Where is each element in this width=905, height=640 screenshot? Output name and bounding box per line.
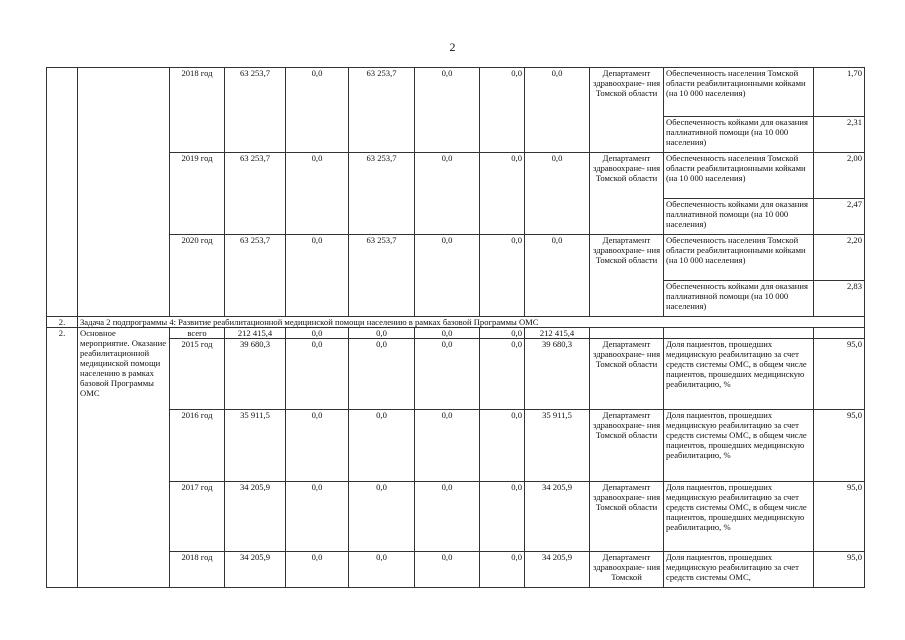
value-cell: 0,0: [286, 482, 349, 552]
department-cell: Департамент здравоохране- ния Томской области: [590, 339, 664, 410]
value-cell: 34 205,9: [525, 482, 590, 552]
page-number: 2: [449, 40, 456, 54]
indicator-value-cell: 95,0: [814, 482, 865, 552]
value-cell: 0,0: [349, 482, 415, 552]
task-row: [47, 317, 865, 328]
department-cell: Департамент здравоохране- ния Томской: [590, 552, 664, 588]
empty-cell: [664, 328, 814, 339]
value-cell: 0,0: [349, 410, 415, 482]
indicator-value-cell: 2,83: [814, 281, 865, 317]
indicator-cell: Обеспеченность койками для оказания паллиативной помощи (на 10 000 населения): [664, 281, 814, 317]
task-number: 2.: [47, 317, 78, 328]
table-row: [47, 482, 865, 552]
department-cell: Департамент здравоохране- ния Томской области: [590, 410, 664, 482]
measure-number: 2.: [47, 328, 78, 588]
value-cell: 63 253,7: [349, 68, 415, 153]
year-cell: 2017 год: [170, 482, 225, 552]
value-cell: 0,0: [480, 68, 525, 153]
empty-cell: [814, 328, 865, 339]
indicator-cell: Обеспеченность населения Томской области реабилитационными койками (на 10 000 населения): [664, 153, 814, 199]
department-cell: Департамент здравоохране- ния Томской области: [590, 68, 664, 153]
indicator-value-cell: 95,0: [814, 552, 865, 588]
value-cell: 0,0: [286, 339, 349, 410]
value-cell: 0,0: [349, 328, 415, 339]
value-cell: 0,0: [480, 235, 525, 317]
table-row: [47, 339, 865, 410]
total-cell: 63 253,7: [225, 235, 286, 317]
empty-measure-cell: [78, 68, 170, 317]
program-table: [46, 67, 865, 588]
total-cell: 63 253,7: [225, 153, 286, 235]
indicator-value-cell: 2,31: [814, 117, 865, 153]
value-cell: 0,0: [415, 552, 480, 588]
total-cell: 34 205,9: [225, 482, 286, 552]
value-cell: 63 253,7: [349, 235, 415, 317]
table-row: [47, 410, 865, 482]
year-cell: 2019 год: [170, 153, 225, 235]
measure-name: Основное мероприятие. Оказание реабилитационной медицинской помощи населению в рамках базовой Программы ОМС: [78, 328, 170, 588]
indicator-cell: Доля пациентов, прошедших медицинскую реабилитацию за счет средств системы ОМС,: [664, 552, 814, 588]
department-cell: Департамент здравоохране- ния Томской области: [590, 482, 664, 552]
value-cell: 212 415,4: [525, 328, 590, 339]
value-cell: 0,0: [286, 410, 349, 482]
year-cell: 2015 год: [170, 339, 225, 410]
total-cell: 34 205,9: [225, 552, 286, 588]
year-cell: 2018 год: [170, 552, 225, 588]
value-cell: 0,0: [415, 482, 480, 552]
value-cell: 0,0: [286, 552, 349, 588]
value-cell: 0,0: [286, 328, 349, 339]
year-cell: 2018 год: [170, 68, 225, 153]
value-cell: 0,0: [525, 68, 590, 153]
total-cell: 39 680,3: [225, 339, 286, 410]
indicator-cell: Обеспеченность койками для оказания паллиативной помощи (на 10 000 населения): [664, 117, 814, 153]
indicator-cell: Обеспеченность населения Томской области реабилитационными койками (на 10 000 населения): [664, 235, 814, 281]
value-cell: 35 911,5: [525, 410, 590, 482]
value-cell: 0,0: [286, 153, 349, 235]
value-cell: 0,0: [480, 328, 525, 339]
value-cell: 0,0: [525, 153, 590, 235]
value-cell: 0,0: [415, 153, 480, 235]
value-cell: 0,0: [415, 339, 480, 410]
indicator-value-cell: 95,0: [814, 339, 865, 410]
indicator-value-cell: 2,20: [814, 235, 865, 281]
indicator-value-cell: 95,0: [814, 410, 865, 482]
department-cell: Департамент здравоохране- ния Томской области: [590, 235, 664, 317]
value-cell: 0,0: [415, 410, 480, 482]
indicator-cell: Обеспеченность койками для оказания паллиативной помощи (на 10 000 населения): [664, 199, 814, 235]
value-cell: 0,0: [286, 235, 349, 317]
value-cell: 63 253,7: [349, 153, 415, 235]
value-cell: 0,0: [480, 339, 525, 410]
value-cell: 39 680,3: [525, 339, 590, 410]
value-cell: 0,0: [480, 153, 525, 235]
year-cell: 2016 год: [170, 410, 225, 482]
total-cell: 63 253,7: [225, 68, 286, 153]
indicator-cell: Доля пациентов, прошедших медицинскую реабилитацию за счет средств системы ОМС, в общем числе пациентов, прошедших медицинскую реабилитацию, %: [664, 339, 814, 410]
value-cell: 0,0: [415, 68, 480, 153]
summary-row: [47, 328, 865, 339]
total-cell: 35 911,5: [225, 410, 286, 482]
indicator-cell: Доля пациентов, прошедших медицинскую реабилитацию за счет средств системы ОМС, в общем числе пациентов, прошедших медицинскую реабилитацию, %: [664, 410, 814, 482]
table-row: [47, 68, 865, 117]
indicator-value-cell: 2,47: [814, 199, 865, 235]
value-cell: 0,0: [415, 235, 480, 317]
value-cell: 0,0: [349, 339, 415, 410]
department-cell: Департамент здравоохране- ния Томской области: [590, 153, 664, 235]
value-cell: 0,0: [415, 328, 480, 339]
value-cell: 0,0: [349, 552, 415, 588]
table-row: [47, 552, 865, 588]
value-cell: 0,0: [480, 552, 525, 588]
indicator-cell: Обеспеченность населения Томской области реабилитационными койками (на 10 000 населения): [664, 68, 814, 117]
value-cell: 0,0: [286, 68, 349, 153]
indicator-value-cell: 1,70: [814, 68, 865, 117]
value-cell: 34 205,9: [525, 552, 590, 588]
year-cell: 2020 год: [170, 235, 225, 317]
total-cell: 212 415,4: [225, 328, 286, 339]
table-row: [47, 235, 865, 281]
indicator-value-cell: 2,00: [814, 153, 865, 199]
year-cell: всего: [170, 328, 225, 339]
table-row: [47, 153, 865, 199]
indicator-cell: Доля пациентов, прошедших медицинскую реабилитацию за счет средств системы ОМС, в общем числе пациентов, прошедших медицинскую реабилитацию, %: [664, 482, 814, 552]
empty-cell: [590, 328, 664, 339]
value-cell: 0,0: [480, 482, 525, 552]
task-title: Задача 2 подпрограммы 4: Развитие реабилитационной медицинской помощи населению в рамках базовой Программы ОМС: [78, 317, 865, 328]
value-cell: 0,0: [480, 410, 525, 482]
value-cell: 0,0: [525, 235, 590, 317]
empty-num-cell: [47, 68, 78, 317]
